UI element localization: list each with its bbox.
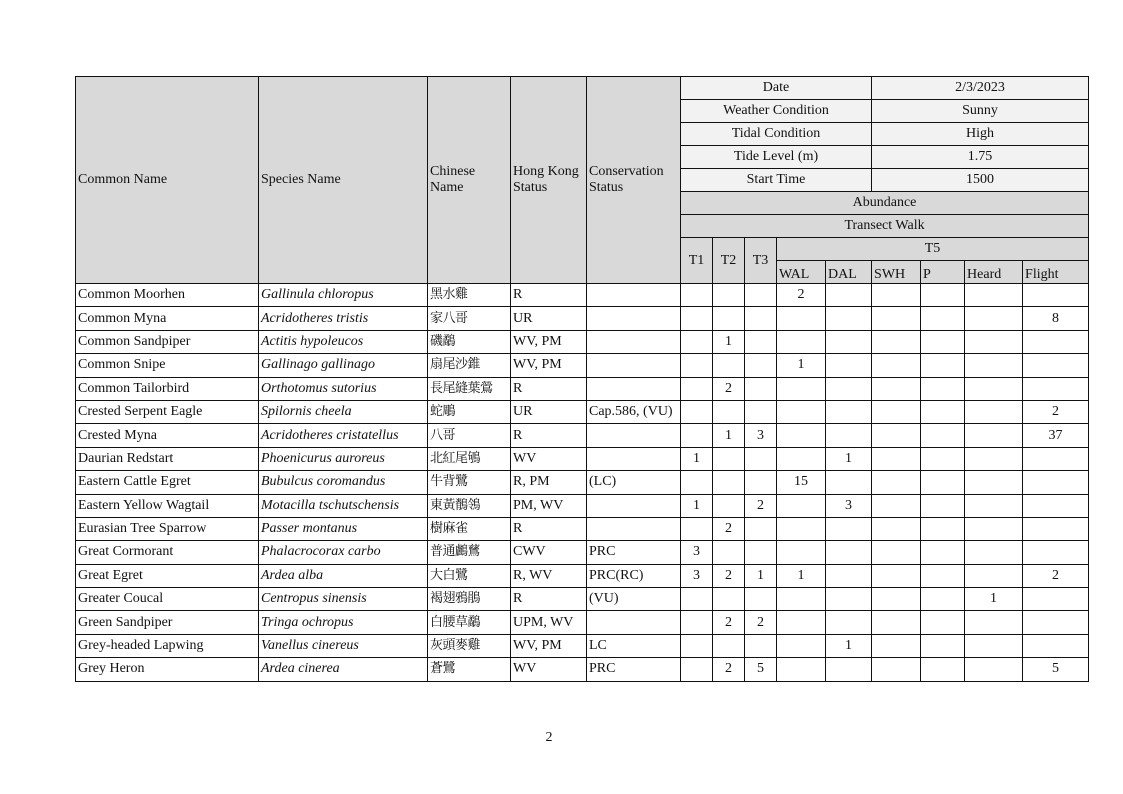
t3-count-cell: 2 xyxy=(745,494,777,517)
t1-count-cell xyxy=(681,517,713,540)
species-name-cell: Actitis hypoleucos xyxy=(259,330,428,353)
chinese-name-cell: 八哥 xyxy=(428,424,511,447)
conservation-status-cell xyxy=(587,354,681,377)
swh-count-cell xyxy=(872,354,921,377)
hk-status-cell: R xyxy=(511,588,587,611)
table-row xyxy=(76,494,1089,517)
p-count-cell xyxy=(921,424,965,447)
t2-count-cell: 2 xyxy=(713,517,745,540)
t3-count-cell xyxy=(745,634,777,657)
conservation-status-cell: Cap.586, (VU) xyxy=(587,400,681,423)
conservation-status-cell: PRC xyxy=(587,541,681,564)
common-name-cell: Common Myna xyxy=(76,307,259,330)
flight-count-cell: 2 xyxy=(1023,400,1089,423)
table-row xyxy=(76,424,1089,447)
swh-count-cell xyxy=(872,424,921,447)
header-swh: SWH xyxy=(872,261,921,284)
info-value-date: 2/3/2023 xyxy=(872,77,1089,100)
t1-count-cell xyxy=(681,588,713,611)
t2-count-cell: 2 xyxy=(713,564,745,587)
chinese-name-cell: 灰頭麥雞 xyxy=(428,634,511,657)
flight-count-cell xyxy=(1023,330,1089,353)
t1-count-cell xyxy=(681,330,713,353)
p-count-cell xyxy=(921,447,965,470)
dal-count-cell xyxy=(826,377,872,400)
info-label-weather: Weather Condition xyxy=(681,100,872,123)
wal-count-cell xyxy=(777,424,826,447)
common-name-cell: Daurian Redstart xyxy=(76,447,259,470)
t2-count-cell xyxy=(713,400,745,423)
t3-count-cell: 5 xyxy=(745,658,777,681)
header-flight: Flight xyxy=(1023,261,1089,284)
common-name-cell: Crested Serpent Eagle xyxy=(76,400,259,423)
t2-count-cell xyxy=(713,471,745,494)
common-name-cell: Common Moorhen xyxy=(76,284,259,307)
flight-count-cell xyxy=(1023,354,1089,377)
species-name-cell: Ardea alba xyxy=(259,564,428,587)
t3-count-cell xyxy=(745,400,777,423)
t3-count-cell xyxy=(745,284,777,307)
hk-status-cell: R xyxy=(511,517,587,540)
hk-status-cell: UPM, WV xyxy=(511,611,587,634)
t2-count-cell: 2 xyxy=(713,611,745,634)
flight-count-cell: 37 xyxy=(1023,424,1089,447)
chinese-name-cell: 扇尾沙錐 xyxy=(428,354,511,377)
flight-count-cell xyxy=(1023,471,1089,494)
conservation-status-cell: (VU) xyxy=(587,588,681,611)
t1-count-cell xyxy=(681,400,713,423)
chinese-name-cell: 褐翅鴉鵑 xyxy=(428,588,511,611)
table-row xyxy=(76,634,1089,657)
header-chinese-name: Chinese Name xyxy=(428,77,511,284)
heard-count-cell: 1 xyxy=(965,588,1023,611)
t1-count-cell xyxy=(681,377,713,400)
p-count-cell xyxy=(921,494,965,517)
chinese-name-cell: 白腰草鷸 xyxy=(428,611,511,634)
t2-count-cell xyxy=(713,307,745,330)
conservation-status-cell: PRC xyxy=(587,658,681,681)
table-row xyxy=(76,541,1089,564)
conservation-status-cell xyxy=(587,447,681,470)
conservation-status-cell xyxy=(587,284,681,307)
wal-count-cell xyxy=(777,494,826,517)
chinese-name-cell: 北紅尾鴝 xyxy=(428,447,511,470)
hk-status-cell: WV, PM xyxy=(511,354,587,377)
swh-count-cell xyxy=(872,284,921,307)
t3-count-cell: 3 xyxy=(745,424,777,447)
t2-count-cell xyxy=(713,354,745,377)
flight-count-cell xyxy=(1023,541,1089,564)
swh-count-cell xyxy=(872,330,921,353)
hk-status-cell: UR xyxy=(511,307,587,330)
swh-count-cell xyxy=(872,541,921,564)
t3-count-cell xyxy=(745,377,777,400)
conservation-status-cell xyxy=(587,377,681,400)
p-count-cell xyxy=(921,541,965,564)
swh-count-cell xyxy=(872,588,921,611)
p-count-cell xyxy=(921,658,965,681)
dal-count-cell xyxy=(826,471,872,494)
hk-status-cell: UR xyxy=(511,400,587,423)
conservation-status-cell: LC xyxy=(587,634,681,657)
dal-count-cell: 3 xyxy=(826,494,872,517)
p-count-cell xyxy=(921,634,965,657)
conservation-status-cell xyxy=(587,611,681,634)
conservation-status-cell xyxy=(587,307,681,330)
common-name-cell: Common Snipe xyxy=(76,354,259,377)
t2-count-cell xyxy=(713,541,745,564)
heard-count-cell xyxy=(965,471,1023,494)
conservation-status-cell: PRC(RC) xyxy=(587,564,681,587)
wal-count-cell: 1 xyxy=(777,564,826,587)
t2-count-cell xyxy=(713,588,745,611)
header-transect-walk: Transect Walk xyxy=(681,215,1089,238)
p-count-cell xyxy=(921,354,965,377)
common-name-cell: Common Sandpiper xyxy=(76,330,259,353)
hk-status-cell: R, WV xyxy=(511,564,587,587)
header-dal: DAL xyxy=(826,261,872,284)
header-wal: WAL xyxy=(777,261,826,284)
swh-count-cell xyxy=(872,564,921,587)
header-hk-status: Hong Kong Status xyxy=(511,77,587,284)
info-value-tidal: High xyxy=(872,123,1089,146)
heard-count-cell xyxy=(965,424,1023,447)
t3-count-cell xyxy=(745,330,777,353)
swh-count-cell xyxy=(872,447,921,470)
chinese-name-cell: 蒼鷺 xyxy=(428,658,511,681)
wal-count-cell xyxy=(777,658,826,681)
hk-status-cell: PM, WV xyxy=(511,494,587,517)
flight-count-cell: 2 xyxy=(1023,564,1089,587)
species-name-cell: Acridotheres cristatellus xyxy=(259,424,428,447)
t1-count-cell xyxy=(681,284,713,307)
t1-count-cell xyxy=(681,307,713,330)
info-label-tidal: Tidal Condition xyxy=(681,123,872,146)
swh-count-cell xyxy=(872,611,921,634)
bird-survey-table xyxy=(75,76,1089,682)
t3-count-cell xyxy=(745,354,777,377)
chinese-name-cell: 長尾縫葉鶯 xyxy=(428,377,511,400)
t3-count-cell xyxy=(745,307,777,330)
species-name-cell: Motacilla tschutschensis xyxy=(259,494,428,517)
common-name-cell: Greater Coucal xyxy=(76,588,259,611)
conservation-status-cell xyxy=(587,424,681,447)
conservation-status-cell: (LC) xyxy=(587,471,681,494)
heard-count-cell xyxy=(965,517,1023,540)
t3-count-cell xyxy=(745,471,777,494)
table-row xyxy=(76,400,1089,423)
t1-count-cell xyxy=(681,634,713,657)
common-name-cell: Common Tailorbird xyxy=(76,377,259,400)
dal-count-cell: 1 xyxy=(826,634,872,657)
chinese-name-cell: 家八哥 xyxy=(428,307,511,330)
dal-count-cell xyxy=(826,611,872,634)
t3-count-cell xyxy=(745,541,777,564)
species-name-cell: Bubulcus coromandus xyxy=(259,471,428,494)
table-row xyxy=(76,447,1089,470)
flight-count-cell xyxy=(1023,517,1089,540)
p-count-cell xyxy=(921,564,965,587)
table-row xyxy=(76,588,1089,611)
hk-status-cell: WV, PM xyxy=(511,634,587,657)
swh-count-cell xyxy=(872,377,921,400)
heard-count-cell xyxy=(965,377,1023,400)
common-name-cell: Eurasian Tree Sparrow xyxy=(76,517,259,540)
flight-count-cell xyxy=(1023,377,1089,400)
species-name-cell: Passer montanus xyxy=(259,517,428,540)
dal-count-cell: 1 xyxy=(826,447,872,470)
t1-count-cell: 1 xyxy=(681,447,713,470)
header-t3: T3 xyxy=(745,238,777,284)
wal-count-cell xyxy=(777,447,826,470)
t1-count-cell: 3 xyxy=(681,564,713,587)
flight-count-cell xyxy=(1023,611,1089,634)
common-name-cell: Green Sandpiper xyxy=(76,611,259,634)
chinese-name-cell: 牛背鷺 xyxy=(428,471,511,494)
wal-count-cell xyxy=(777,588,826,611)
flight-count-cell xyxy=(1023,494,1089,517)
header-heard: Heard xyxy=(965,261,1023,284)
wal-count-cell xyxy=(777,634,826,657)
flight-count-cell: 8 xyxy=(1023,307,1089,330)
wal-count-cell xyxy=(777,611,826,634)
swh-count-cell xyxy=(872,517,921,540)
chinese-name-cell: 樹麻雀 xyxy=(428,517,511,540)
t2-count-cell: 1 xyxy=(713,424,745,447)
t1-count-cell: 1 xyxy=(681,494,713,517)
swh-count-cell xyxy=(872,494,921,517)
table-row xyxy=(76,517,1089,540)
t1-count-cell xyxy=(681,424,713,447)
swh-count-cell xyxy=(872,307,921,330)
heard-count-cell xyxy=(965,354,1023,377)
table-row xyxy=(76,354,1089,377)
table-row xyxy=(76,330,1089,353)
table-row xyxy=(76,611,1089,634)
chinese-name-cell: 普通鸕鶿 xyxy=(428,541,511,564)
hk-status-cell: WV xyxy=(511,447,587,470)
info-label-start-time: Start Time xyxy=(681,169,872,192)
hk-status-cell: R xyxy=(511,377,587,400)
swh-count-cell xyxy=(872,634,921,657)
species-name-cell: Gallinula chloropus xyxy=(259,284,428,307)
chinese-name-cell: 黑水雞 xyxy=(428,284,511,307)
species-name-cell: Phalacrocorax carbo xyxy=(259,541,428,564)
info-label-tide-level: Tide Level (m) xyxy=(681,146,872,169)
heard-count-cell xyxy=(965,611,1023,634)
info-label-date: Date xyxy=(681,77,872,100)
species-name-cell: Vanellus cinereus xyxy=(259,634,428,657)
info-value-weather: Sunny xyxy=(872,100,1089,123)
chinese-name-cell: 大白鷺 xyxy=(428,564,511,587)
heard-count-cell xyxy=(965,284,1023,307)
p-count-cell xyxy=(921,400,965,423)
header-conservation-status: Conservation Status xyxy=(587,77,681,284)
t2-count-cell xyxy=(713,634,745,657)
heard-count-cell xyxy=(965,307,1023,330)
t3-count-cell xyxy=(745,588,777,611)
header-p: P xyxy=(921,261,965,284)
wal-count-cell xyxy=(777,517,826,540)
p-count-cell xyxy=(921,588,965,611)
flight-count-cell xyxy=(1023,447,1089,470)
header-species-name: Species Name xyxy=(259,77,428,284)
species-name-cell: Phoenicurus auroreus xyxy=(259,447,428,470)
heard-count-cell xyxy=(965,447,1023,470)
conservation-status-cell xyxy=(587,494,681,517)
wal-count-cell: 15 xyxy=(777,471,826,494)
wal-count-cell: 1 xyxy=(777,354,826,377)
p-count-cell xyxy=(921,330,965,353)
t2-count-cell: 2 xyxy=(713,658,745,681)
wal-count-cell xyxy=(777,400,826,423)
t2-count-cell: 1 xyxy=(713,330,745,353)
dal-count-cell xyxy=(826,330,872,353)
wal-count-cell xyxy=(777,330,826,353)
dal-count-cell xyxy=(826,541,872,564)
wal-count-cell: 2 xyxy=(777,284,826,307)
dal-count-cell xyxy=(826,424,872,447)
p-count-cell xyxy=(921,471,965,494)
t2-count-cell xyxy=(713,284,745,307)
common-name-cell: Eastern Yellow Wagtail xyxy=(76,494,259,517)
t3-count-cell: 1 xyxy=(745,564,777,587)
dal-count-cell xyxy=(826,658,872,681)
dal-count-cell xyxy=(826,588,872,611)
table-row xyxy=(76,307,1089,330)
swh-count-cell xyxy=(872,400,921,423)
dal-count-cell xyxy=(826,307,872,330)
t1-count-cell: 3 xyxy=(681,541,713,564)
p-count-cell xyxy=(921,611,965,634)
dal-count-cell xyxy=(826,284,872,307)
hk-status-cell: WV xyxy=(511,658,587,681)
hk-status-cell: CWV xyxy=(511,541,587,564)
table-row xyxy=(76,377,1089,400)
swh-count-cell xyxy=(872,471,921,494)
t2-count-cell xyxy=(713,447,745,470)
t3-count-cell: 2 xyxy=(745,611,777,634)
swh-count-cell xyxy=(872,658,921,681)
info-value-start-time: 1500 xyxy=(872,169,1089,192)
hk-status-cell: R xyxy=(511,284,587,307)
dal-count-cell xyxy=(826,400,872,423)
flight-count-cell xyxy=(1023,588,1089,611)
t2-count-cell xyxy=(713,494,745,517)
heard-count-cell xyxy=(965,541,1023,564)
header-t1: T1 xyxy=(681,238,713,284)
common-name-cell: Great Cormorant xyxy=(76,541,259,564)
info-value-tide-level: 1.75 xyxy=(872,146,1089,169)
header-abundance: Abundance xyxy=(681,192,1089,215)
p-count-cell xyxy=(921,517,965,540)
heard-count-cell xyxy=(965,658,1023,681)
heard-count-cell xyxy=(965,564,1023,587)
heard-count-cell xyxy=(965,494,1023,517)
common-name-cell: Eastern Cattle Egret xyxy=(76,471,259,494)
t1-count-cell xyxy=(681,471,713,494)
header-t2: T2 xyxy=(713,238,745,284)
t1-count-cell xyxy=(681,611,713,634)
chinese-name-cell: 蛇鵰 xyxy=(428,400,511,423)
species-name-cell: Acridotheres tristis xyxy=(259,307,428,330)
hk-status-cell: R xyxy=(511,424,587,447)
t1-count-cell xyxy=(681,658,713,681)
heard-count-cell xyxy=(965,330,1023,353)
dal-count-cell xyxy=(826,354,872,377)
flight-count-cell xyxy=(1023,634,1089,657)
p-count-cell xyxy=(921,307,965,330)
species-name-cell: Spilornis cheela xyxy=(259,400,428,423)
common-name-cell: Grey-headed Lapwing xyxy=(76,634,259,657)
conservation-status-cell xyxy=(587,330,681,353)
hk-status-cell: WV, PM xyxy=(511,330,587,353)
table-row xyxy=(76,658,1089,681)
header-t5: T5 xyxy=(777,238,1089,261)
dal-count-cell xyxy=(826,564,872,587)
heard-count-cell xyxy=(965,634,1023,657)
species-name-cell: Ardea cinerea xyxy=(259,658,428,681)
species-name-cell: Centropus sinensis xyxy=(259,588,428,611)
t2-count-cell: 2 xyxy=(713,377,745,400)
t3-count-cell xyxy=(745,517,777,540)
header-common-name: Common Name xyxy=(76,77,259,284)
p-count-cell xyxy=(921,284,965,307)
flight-count-cell xyxy=(1023,284,1089,307)
wal-count-cell xyxy=(777,307,826,330)
species-name-cell: Tringa ochropus xyxy=(259,611,428,634)
species-name-cell: Gallinago gallinago xyxy=(259,354,428,377)
common-name-cell: Crested Myna xyxy=(76,424,259,447)
wal-count-cell xyxy=(777,377,826,400)
dal-count-cell xyxy=(826,517,872,540)
p-count-cell xyxy=(921,377,965,400)
t1-count-cell xyxy=(681,354,713,377)
table-row xyxy=(76,564,1089,587)
conservation-status-cell xyxy=(587,517,681,540)
t3-count-cell xyxy=(745,447,777,470)
hk-status-cell: R, PM xyxy=(511,471,587,494)
common-name-cell: Grey Heron xyxy=(76,658,259,681)
chinese-name-cell: 磯鷸 xyxy=(428,330,511,353)
common-name-cell: Great Egret xyxy=(76,564,259,587)
heard-count-cell xyxy=(965,400,1023,423)
flight-count-cell: 5 xyxy=(1023,658,1089,681)
table-row xyxy=(76,471,1089,494)
page-number: 2 xyxy=(545,730,553,745)
wal-count-cell xyxy=(777,541,826,564)
table-row xyxy=(76,284,1089,307)
chinese-name-cell: 東黃鶺鴒 xyxy=(428,494,511,517)
species-name-cell: Orthotomus sutorius xyxy=(259,377,428,400)
